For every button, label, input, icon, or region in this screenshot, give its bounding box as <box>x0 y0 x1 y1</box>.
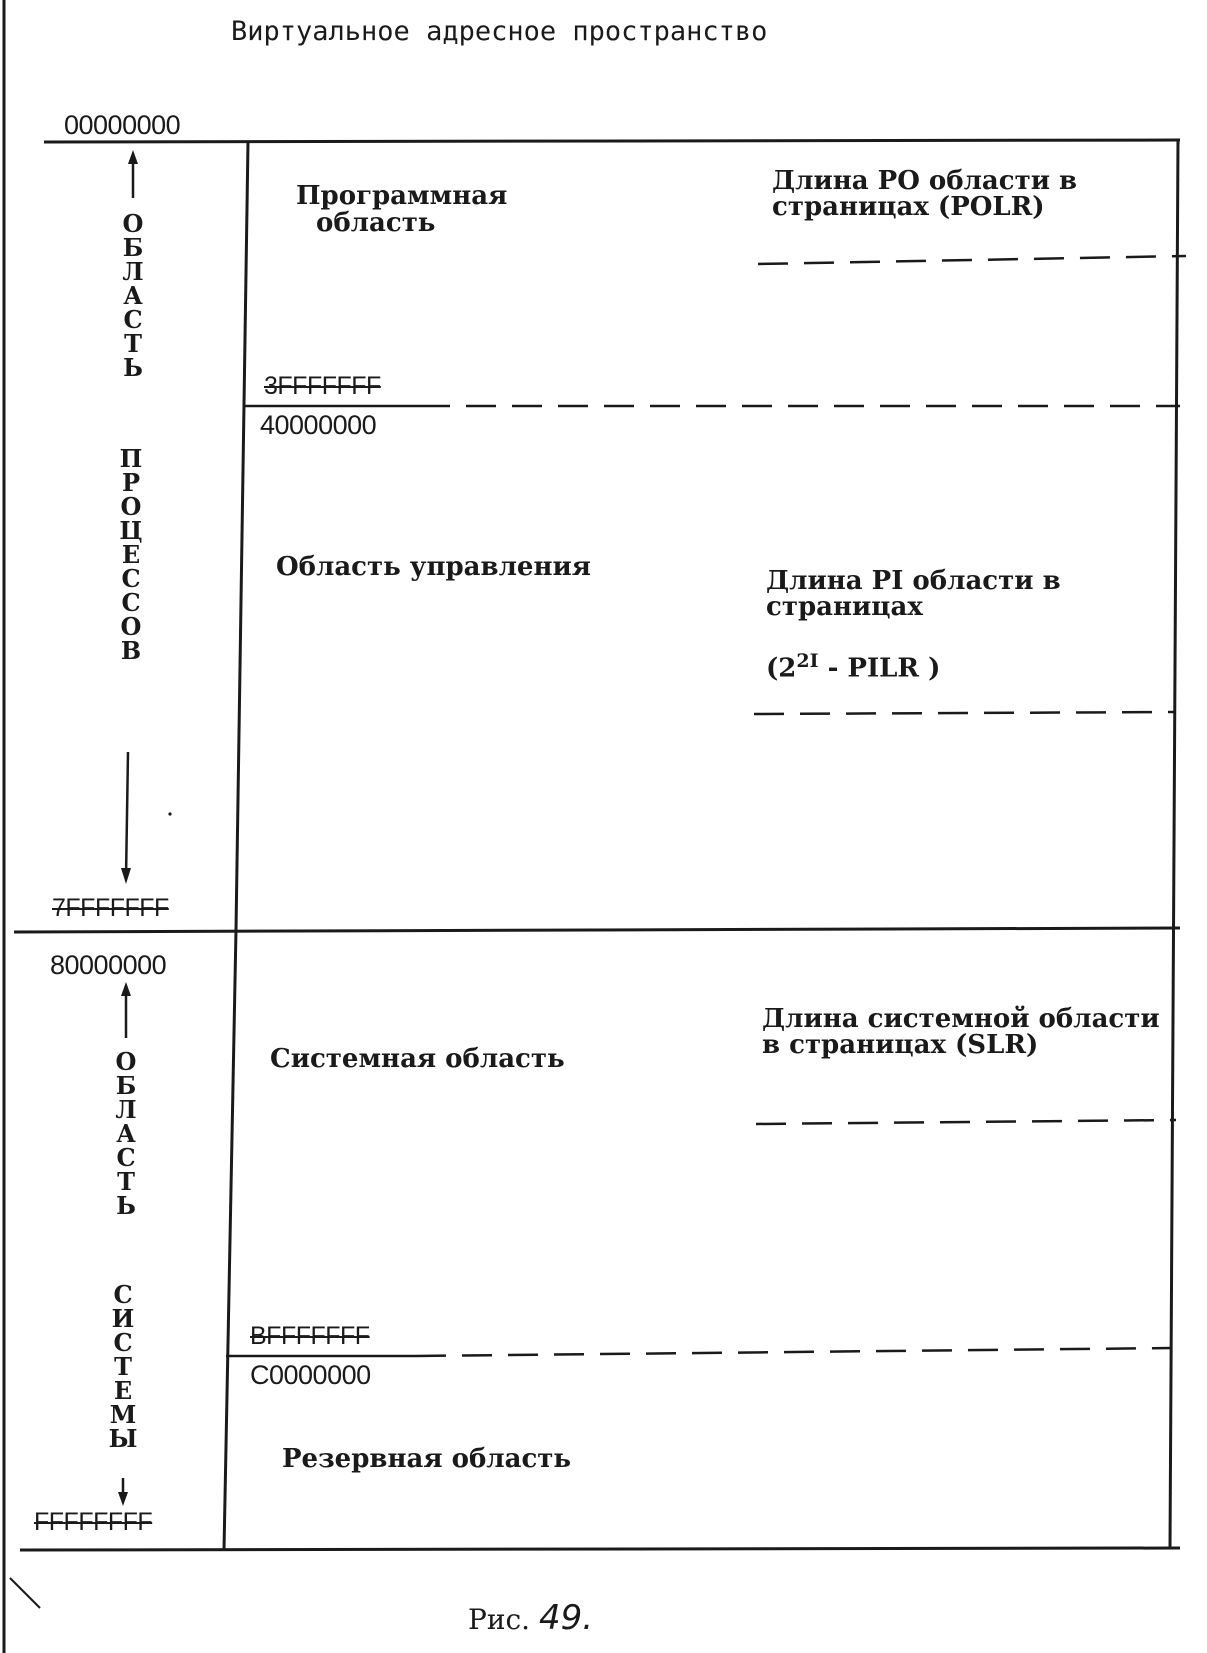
vertical-label-process-area-1 <box>118 209 148 382</box>
vertical-label-process-area-1-letter: С <box>123 305 143 334</box>
address-ffffffff: FFFFFFFF <box>34 1508 153 1536</box>
vertical-label-process-area-2-letter: С <box>121 588 141 617</box>
address-40000000: 40000000 <box>260 410 377 440</box>
half-divider <box>14 928 1180 932</box>
p0-length-line1: Длина PO области в <box>772 166 1078 196</box>
p1-length-line2: страницах <box>766 592 923 622</box>
caption-number: 49. <box>539 1598 594 1638</box>
p1-formula-rest: - PILR ) <box>818 653 941 684</box>
vertical-label-system-area-1-letter: О <box>115 1047 137 1076</box>
vertical-label-process-area-2-letter: Ц <box>119 516 143 545</box>
vertical-label-system-area-1-letter: С <box>116 1143 136 1172</box>
scan-dot <box>168 812 171 815</box>
vertical-label-process-area-1-letter: Л <box>122 257 144 286</box>
process-arrow-down-head <box>121 868 131 884</box>
vertical-label-process-area-2 <box>116 444 146 665</box>
p1-formula-open: (2 <box>766 653 797 684</box>
column-separator-upper <box>236 142 248 930</box>
p1-length-line1: Длина PI области в <box>766 566 1061 596</box>
address-bfffffff: BFFFFFFF <box>250 1322 370 1350</box>
p1-length-mark <box>754 712 1176 714</box>
p0-length-mark <box>758 256 1186 264</box>
figure-caption <box>468 1598 593 1638</box>
vertical-label-process-area-2-letter: В <box>120 636 142 665</box>
sys-length-line2: в страницах (SLR) <box>762 1030 1039 1060</box>
vertical-label-process-area-2-letter: С <box>121 564 141 593</box>
sys-reserve-boundary-dashed <box>416 1348 1172 1356</box>
right-border <box>1170 140 1178 1548</box>
vertical-label-process-area-1-letter: Ь <box>123 353 143 382</box>
vertical-label-process-area-1-letter: А <box>123 281 143 310</box>
vertical-label-system-area-1-letter: Ь <box>116 1191 136 1220</box>
vertical-label-system-area-1-letter: Б <box>115 1071 137 1100</box>
bottom-border <box>20 1548 1180 1550</box>
region-control: Область управления <box>276 552 591 582</box>
vertical-label-system-area-1-letter: Л <box>115 1095 137 1124</box>
sys-length-line1: Длина системной области <box>762 1004 1160 1034</box>
address-c0000000: C0000000 <box>250 1360 371 1390</box>
vertical-label-process-area-2-letter: О <box>120 612 142 641</box>
region-reserve: Резервная область <box>282 1444 572 1474</box>
address-7fffffff: 7FFFFFFF <box>52 894 169 922</box>
caption-prefix: Рис. <box>468 1603 531 1636</box>
vertical-label-process-area-2-letter: П <box>119 444 143 473</box>
system-arrow-up-head <box>121 982 131 996</box>
sys-length-mark <box>756 1120 1176 1124</box>
vertical-label-system-area-2-letter: И <box>111 1304 135 1333</box>
vertical-label-system-area-1-letter: Т <box>117 1167 135 1196</box>
scan-mark <box>10 1578 40 1608</box>
p1-length-formula <box>766 652 940 682</box>
process-arrow-down-line <box>126 752 128 878</box>
vertical-label-process-area-2-letter: Е <box>121 540 141 569</box>
vertical-label-system-area-2-letter: С <box>113 1328 133 1357</box>
vertical-label-system-area-1 <box>111 1047 141 1220</box>
p0-length-line2: страницах (POLR) <box>772 192 1045 222</box>
vertical-label-system-area-2-letter: С <box>113 1280 133 1309</box>
vertical-label-system-area-2-letter: Т <box>114 1352 132 1381</box>
diagram-title: Виртуальное адресное пространство <box>231 16 768 47</box>
vertical-label-system-area-2-letter: М <box>109 1400 137 1429</box>
top-border <box>44 140 1180 142</box>
vertical-label-system-area-2-letter: Ы <box>108 1424 138 1453</box>
vertical-label-process-area-1-letter: О <box>122 209 144 238</box>
address-00000000: 00000000 <box>64 110 181 140</box>
column-separator-lower <box>224 930 236 1550</box>
vertical-label-process-area-2-letter: Р <box>121 468 141 497</box>
region-system: Системная область <box>270 1044 565 1074</box>
vertical-label-system-area-1-letter: А <box>116 1119 136 1148</box>
vertical-label-process-area-1-letter: Б <box>122 233 144 262</box>
process-arrow-up-head <box>128 150 138 164</box>
vertical-label-process-area-2-letter: О <box>120 492 142 521</box>
vertical-label-system-area-2 <box>108 1280 138 1453</box>
vertical-label-process-area-1-letter: Т <box>124 329 142 358</box>
region-program-line2: область <box>316 208 436 238</box>
vertical-label-system-area-2-letter: Е <box>113 1376 133 1405</box>
address-3fffffff: 3FFFFFFF <box>264 372 381 400</box>
address-80000000: 80000000 <box>50 950 167 980</box>
p1-formula-exponent: 2I <box>796 650 819 672</box>
region-program-line1: Программная <box>296 181 508 211</box>
system-arrow-down-head <box>118 1492 128 1506</box>
